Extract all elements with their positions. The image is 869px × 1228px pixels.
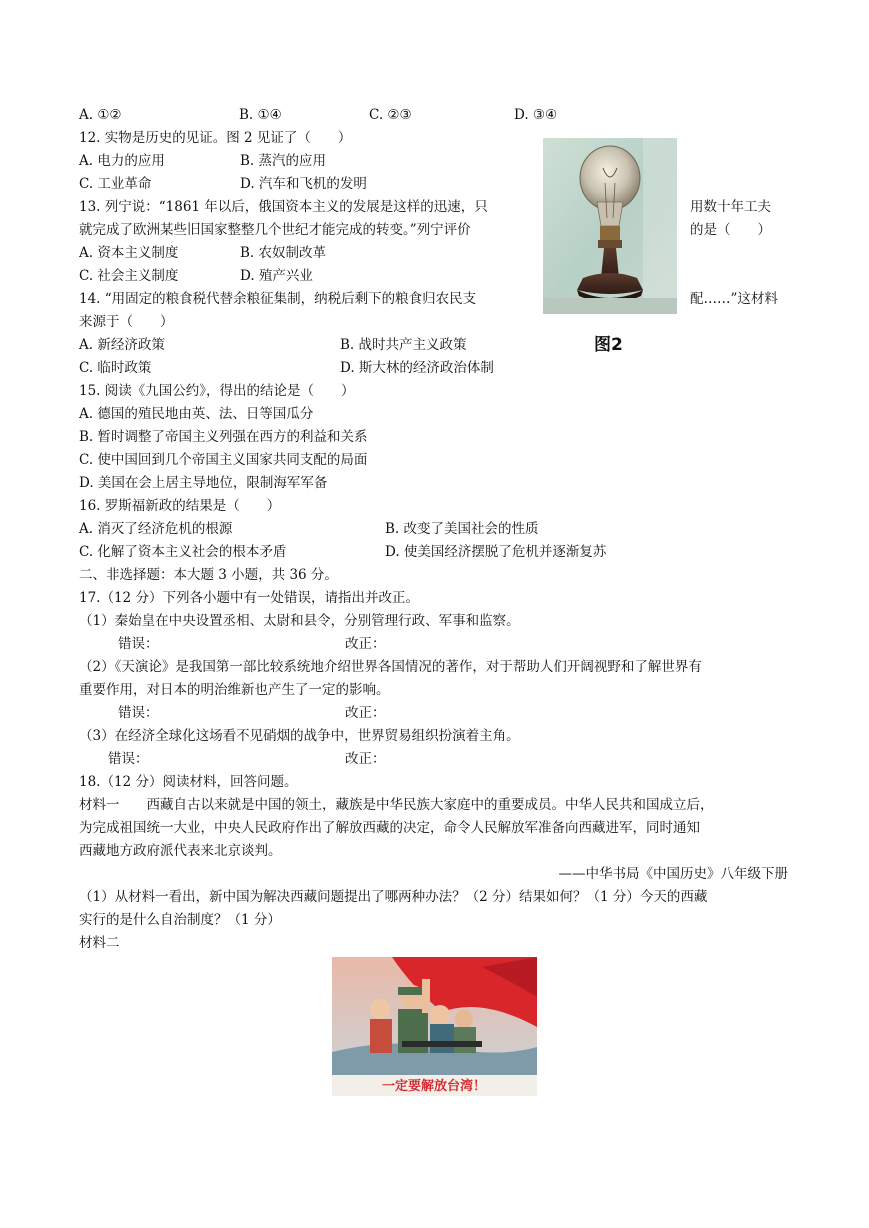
q12-option-b: B. 蒸汽的应用 (240, 153, 327, 169)
propaganda-poster-icon (332, 957, 537, 1096)
figure-2-light-bulb-photo (543, 138, 677, 314)
q16-option-b: B. 改变了美国社会的性质 (385, 521, 539, 537)
q14-stem-line1: 14. “用固定的粮食税代替余粮征集制，纳税后剩下的粮食归农民支 (79, 291, 477, 307)
q11-option-b: B. ①④ (239, 107, 282, 123)
q18-material1-line1: 材料一 西藏自古以来就是中国的领土，藏族是中华民族大家庭中的重要成员。中华人民共和国成立后， (79, 797, 714, 813)
q18-material1-line2: 为完成祖国统一大业，中央人民政府作出了解放西藏的决定，命令人民解放军准备向西藏进军，同时通知 (79, 820, 700, 836)
q17-sub2-line2: 重要作用，对日本的明治维新也产生了一定的影响。 (79, 682, 390, 698)
q15-option-c: C. 使中国回到几个帝国主义国家共同支配的局面 (79, 452, 368, 468)
q16-option-a: A. 消灭了经济危机的根源 (79, 521, 233, 537)
q12-option-c: C. 工业革命 (79, 176, 152, 192)
q12-option-a: A. 电力的应用 (79, 153, 165, 169)
material-2-poster-image (332, 957, 537, 1096)
q16-stem: 16. 罗斯福新政的结果是（ ） (79, 498, 281, 514)
q14-option-d: D. 斯大林的经济政治体制 (340, 360, 494, 376)
figure-2-caption: 图2 (594, 335, 623, 355)
q11-option-d: D. ③④ (514, 107, 558, 123)
q13-option-b: B. 农奴制改革 (240, 245, 327, 261)
q17-sub3-error-label: 错误： (108, 751, 149, 767)
q15-option-a: A. 德国的殖民地由英、法、日等国瓜分 (79, 406, 314, 422)
q14-option-c: C. 临时政策 (79, 360, 152, 376)
q17-sub2-line1: （2）《天演论》是我国第一部比较系统地介绍世界各国情况的著作，对于帮助人们开阔视野和了解世界有 (79, 659, 702, 675)
poster-slogan: 一定要解放台湾！ (381, 1079, 487, 1094)
q13-option-c: C. 社会主义制度 (79, 268, 179, 284)
q14-stem-line2: 来源于（ ） (79, 314, 174, 330)
q13-stem-line2: 就完成了欧洲某些旧国家整整几个世纪才能完成的转变。”列宁评价 (79, 222, 471, 238)
q17-sub3-fix-label: 改正： (345, 751, 386, 767)
section-2-heading: 二、非选择题：本大题 3 小题，共 36 分。 (79, 567, 338, 583)
q17-sub1-fix-label: 改正： (345, 636, 386, 652)
q18-material2-label: 材料二 (79, 935, 120, 951)
q11-option-a: A. ①② (79, 107, 122, 123)
q15-stem: 15. 阅读《九国公约》，得出的结论是（ ） (79, 383, 355, 399)
light-bulb-icon (543, 138, 677, 314)
q13-stem-line1-right: 用数十年工夫 (690, 199, 771, 215)
q18-question1-line2: 实行的是什么自治制度？（1 分） (79, 912, 281, 928)
q17-sub1: （1）秦始皇在中央设置丞相、太尉和县令，分别管理行政、军事和监察。 (79, 613, 520, 629)
q16-option-c: C. 化解了资本主义社会的根本矛盾 (79, 544, 287, 560)
q11-option-c: C. ②③ (369, 107, 412, 123)
q17-sub2-fix-label: 改正： (345, 705, 386, 721)
q13-option-a: A. 资本主义制度 (79, 245, 179, 261)
q15-option-b: B. 暂时调整了帝国主义列强在西方的利益和关系 (79, 429, 368, 445)
q18-material1-source: ——中华书局《中国历史》八年级下册 (558, 866, 788, 882)
q14-stem-line1-right: 配……”这材料 (690, 291, 778, 307)
q14-option-b: B. 战时共产主义政策 (340, 337, 467, 353)
q18-stem: 18.（12 分）阅读材料，回答问题。 (79, 774, 298, 790)
q13-stem-line1: 13. 列宁说：“1861 年以后，俄国资本主义的发展是这样的迅速，只 (79, 199, 488, 215)
q13-stem-line2-right: 的是（ ） (690, 222, 771, 238)
q17-stem: 17.（12 分）下列各小题中有一处错误，请指出并改正。 (79, 590, 419, 606)
q17-sub3: （3）在经济全球化这场看不见硝烟的战争中，世界贸易组织扮演着主角。 (79, 728, 520, 744)
q13-option-d: D. 殖产兴业 (240, 268, 313, 284)
q17-sub2-error-label: 错误： (118, 705, 159, 721)
q12-stem: 12. 实物是历史的见证。图 2 见证了（ ） (79, 130, 352, 146)
q18-question1-line1: （1）从材料一看出，新中国为解决西藏问题提出了哪两种办法？（2 分）结果如何？（1 分）今天的西藏 (79, 889, 708, 905)
q16-option-d: D. 使美国经济摆脱了危机并逐渐复苏 (385, 544, 607, 560)
q12-option-d: D. 汽车和飞机的发明 (240, 176, 367, 192)
q15-option-d: D. 美国在会上居主导地位，限制海军军备 (79, 475, 328, 491)
q17-sub1-error-label: 错误： (118, 636, 159, 652)
q18-material1-line3: 西藏地方政府派代表来北京谈判。 (79, 843, 282, 859)
q14-option-a: A. 新经济政策 (79, 337, 165, 353)
